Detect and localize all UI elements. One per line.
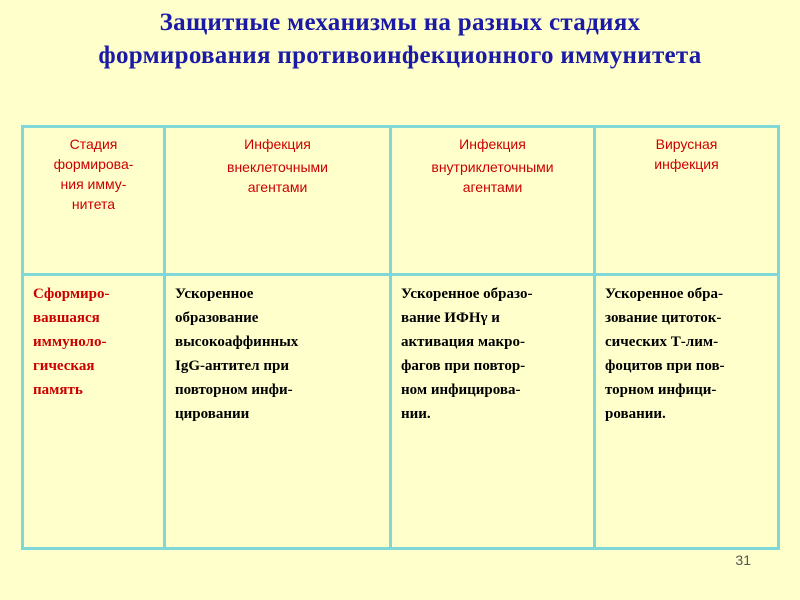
cell-line: образование [175,310,259,326]
cell-viral [595,275,779,549]
slide-title-line-1: Защитные механизмы на разных стадиях [159,9,641,36]
cell-line: фагов при повтор- [401,358,526,374]
table-row [23,275,779,549]
header-cell-stage [23,127,165,275]
header-cell-intracellular [391,127,595,275]
page-number: 31 [735,552,751,568]
cell-line: ровании. [605,406,666,422]
cell-line: повторном инфи- [175,382,293,398]
header-intracellular-line: Инфекция [459,136,526,152]
cell-line: Сформиро- [33,286,110,302]
cell-line: иммуноло- [33,334,107,350]
header-extracellular-line: Инфекция [244,136,311,152]
cell-line: ном инфицирова- [401,382,521,398]
cell-line: зование цитоток- [605,310,722,326]
cell-line: память [33,382,83,398]
cell-line: высокоаффинных [175,334,299,350]
cell-line: Ускоренное обра- [605,286,724,302]
cell-intracellular [391,275,595,549]
header-cell-viral [595,127,779,275]
cell-line: торном инфици- [605,382,717,398]
slide-title-line-2: формирования противоинфекционного иммунитета [98,42,702,69]
cell-stage-memory [23,275,165,549]
header-stage-line: формирова- [53,156,134,172]
cell-line: Ускоренное образо- [401,286,533,302]
header-viral-line: инфекция [654,156,719,172]
header-intracellular-line: агентами [462,179,523,195]
immunity-stages-table [21,125,780,550]
header-extracellular-line: внеклеточными [227,159,328,175]
cell-extracellular [165,275,391,549]
header-viral-line: Вирусная [655,136,718,152]
cell-line: Ускоренное [175,286,254,302]
cell-line: гическая [33,358,95,374]
cell-line: вавшаяся [33,310,100,326]
cell-line: сических Т-лим- [605,334,719,350]
header-stage-line: ния имму- [60,176,127,192]
cell-line: фоцитов при пов- [605,358,725,374]
header-intracellular-line: внутриклеточными [431,159,554,175]
cell-line: активация макро- [401,334,525,350]
slide-title [0,6,800,72]
cell-line: нии. [401,406,431,422]
header-cell-extracellular [165,127,391,275]
cell-line: вание ИФНγ и [401,310,500,326]
header-stage-line: нитета [71,196,116,212]
header-extracellular-line: агентами [247,179,308,195]
cell-line: цировании [175,406,250,422]
header-stage-line: Стадия [69,136,118,152]
cell-line: IgG-антител при [175,358,289,374]
table-header-row [23,127,779,275]
